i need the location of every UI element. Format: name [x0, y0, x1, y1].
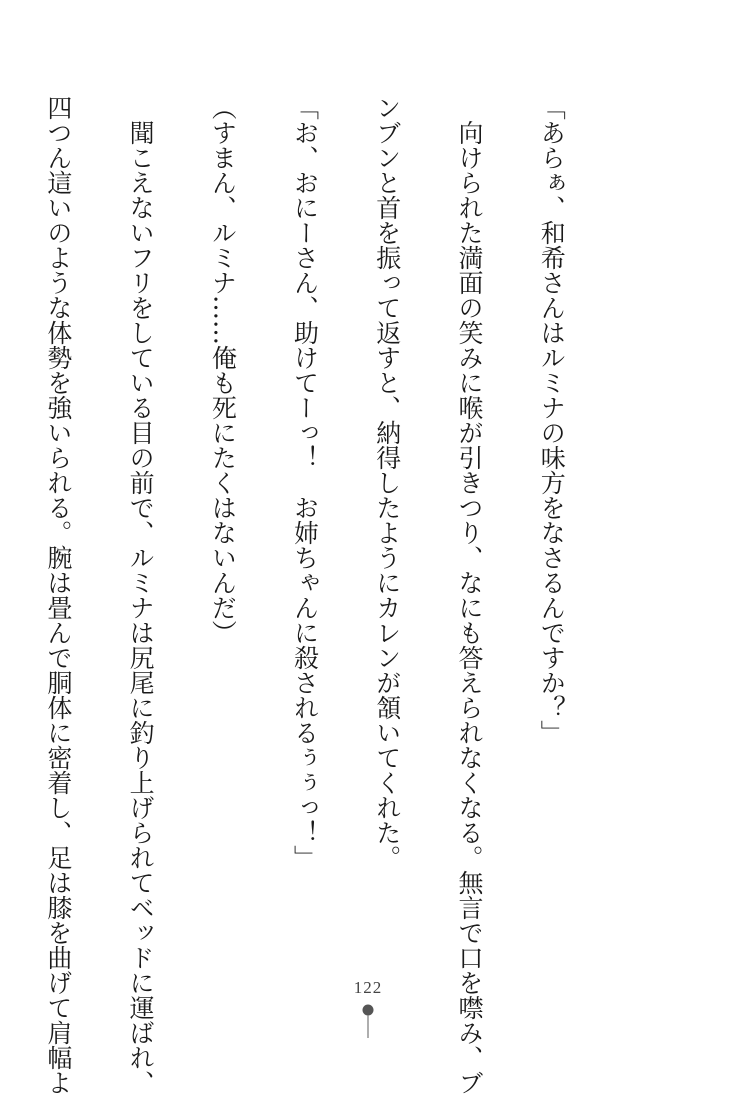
- page-marker-icon: [360, 1003, 376, 1038]
- text-line: 向けられた満面の笑みに喉が引きつり、なにも答えられなくなる。無言で口を噤み、ブ: [454, 95, 484, 1095]
- text-line: （すまん、ルミナ……俺も死にたくはないんだ）: [208, 95, 238, 645]
- page-number: 122: [353, 978, 383, 997]
- text-line: 聞こえないフリをしている目の前で、ルミナは尻尾に釣り上げられてベッドに運ばれ、: [126, 95, 156, 1095]
- text-line: 四つん這いのような体勢を強いられる。腕は畳んで胴体に密着し、足は膝を曲げて肩幅よ: [43, 95, 73, 1095]
- text-line: 「お、おにーさん、助けてーっ！ お姉ちゃんに殺されるぅぅっ！」: [290, 95, 320, 870]
- text-line: ンブンと首を振って返すと、納得したようにカレンが頷いてくれた。: [372, 95, 402, 870]
- text-line: 「あらぁ、和希さんはルミナの味方をなさるんですか？」: [537, 95, 567, 745]
